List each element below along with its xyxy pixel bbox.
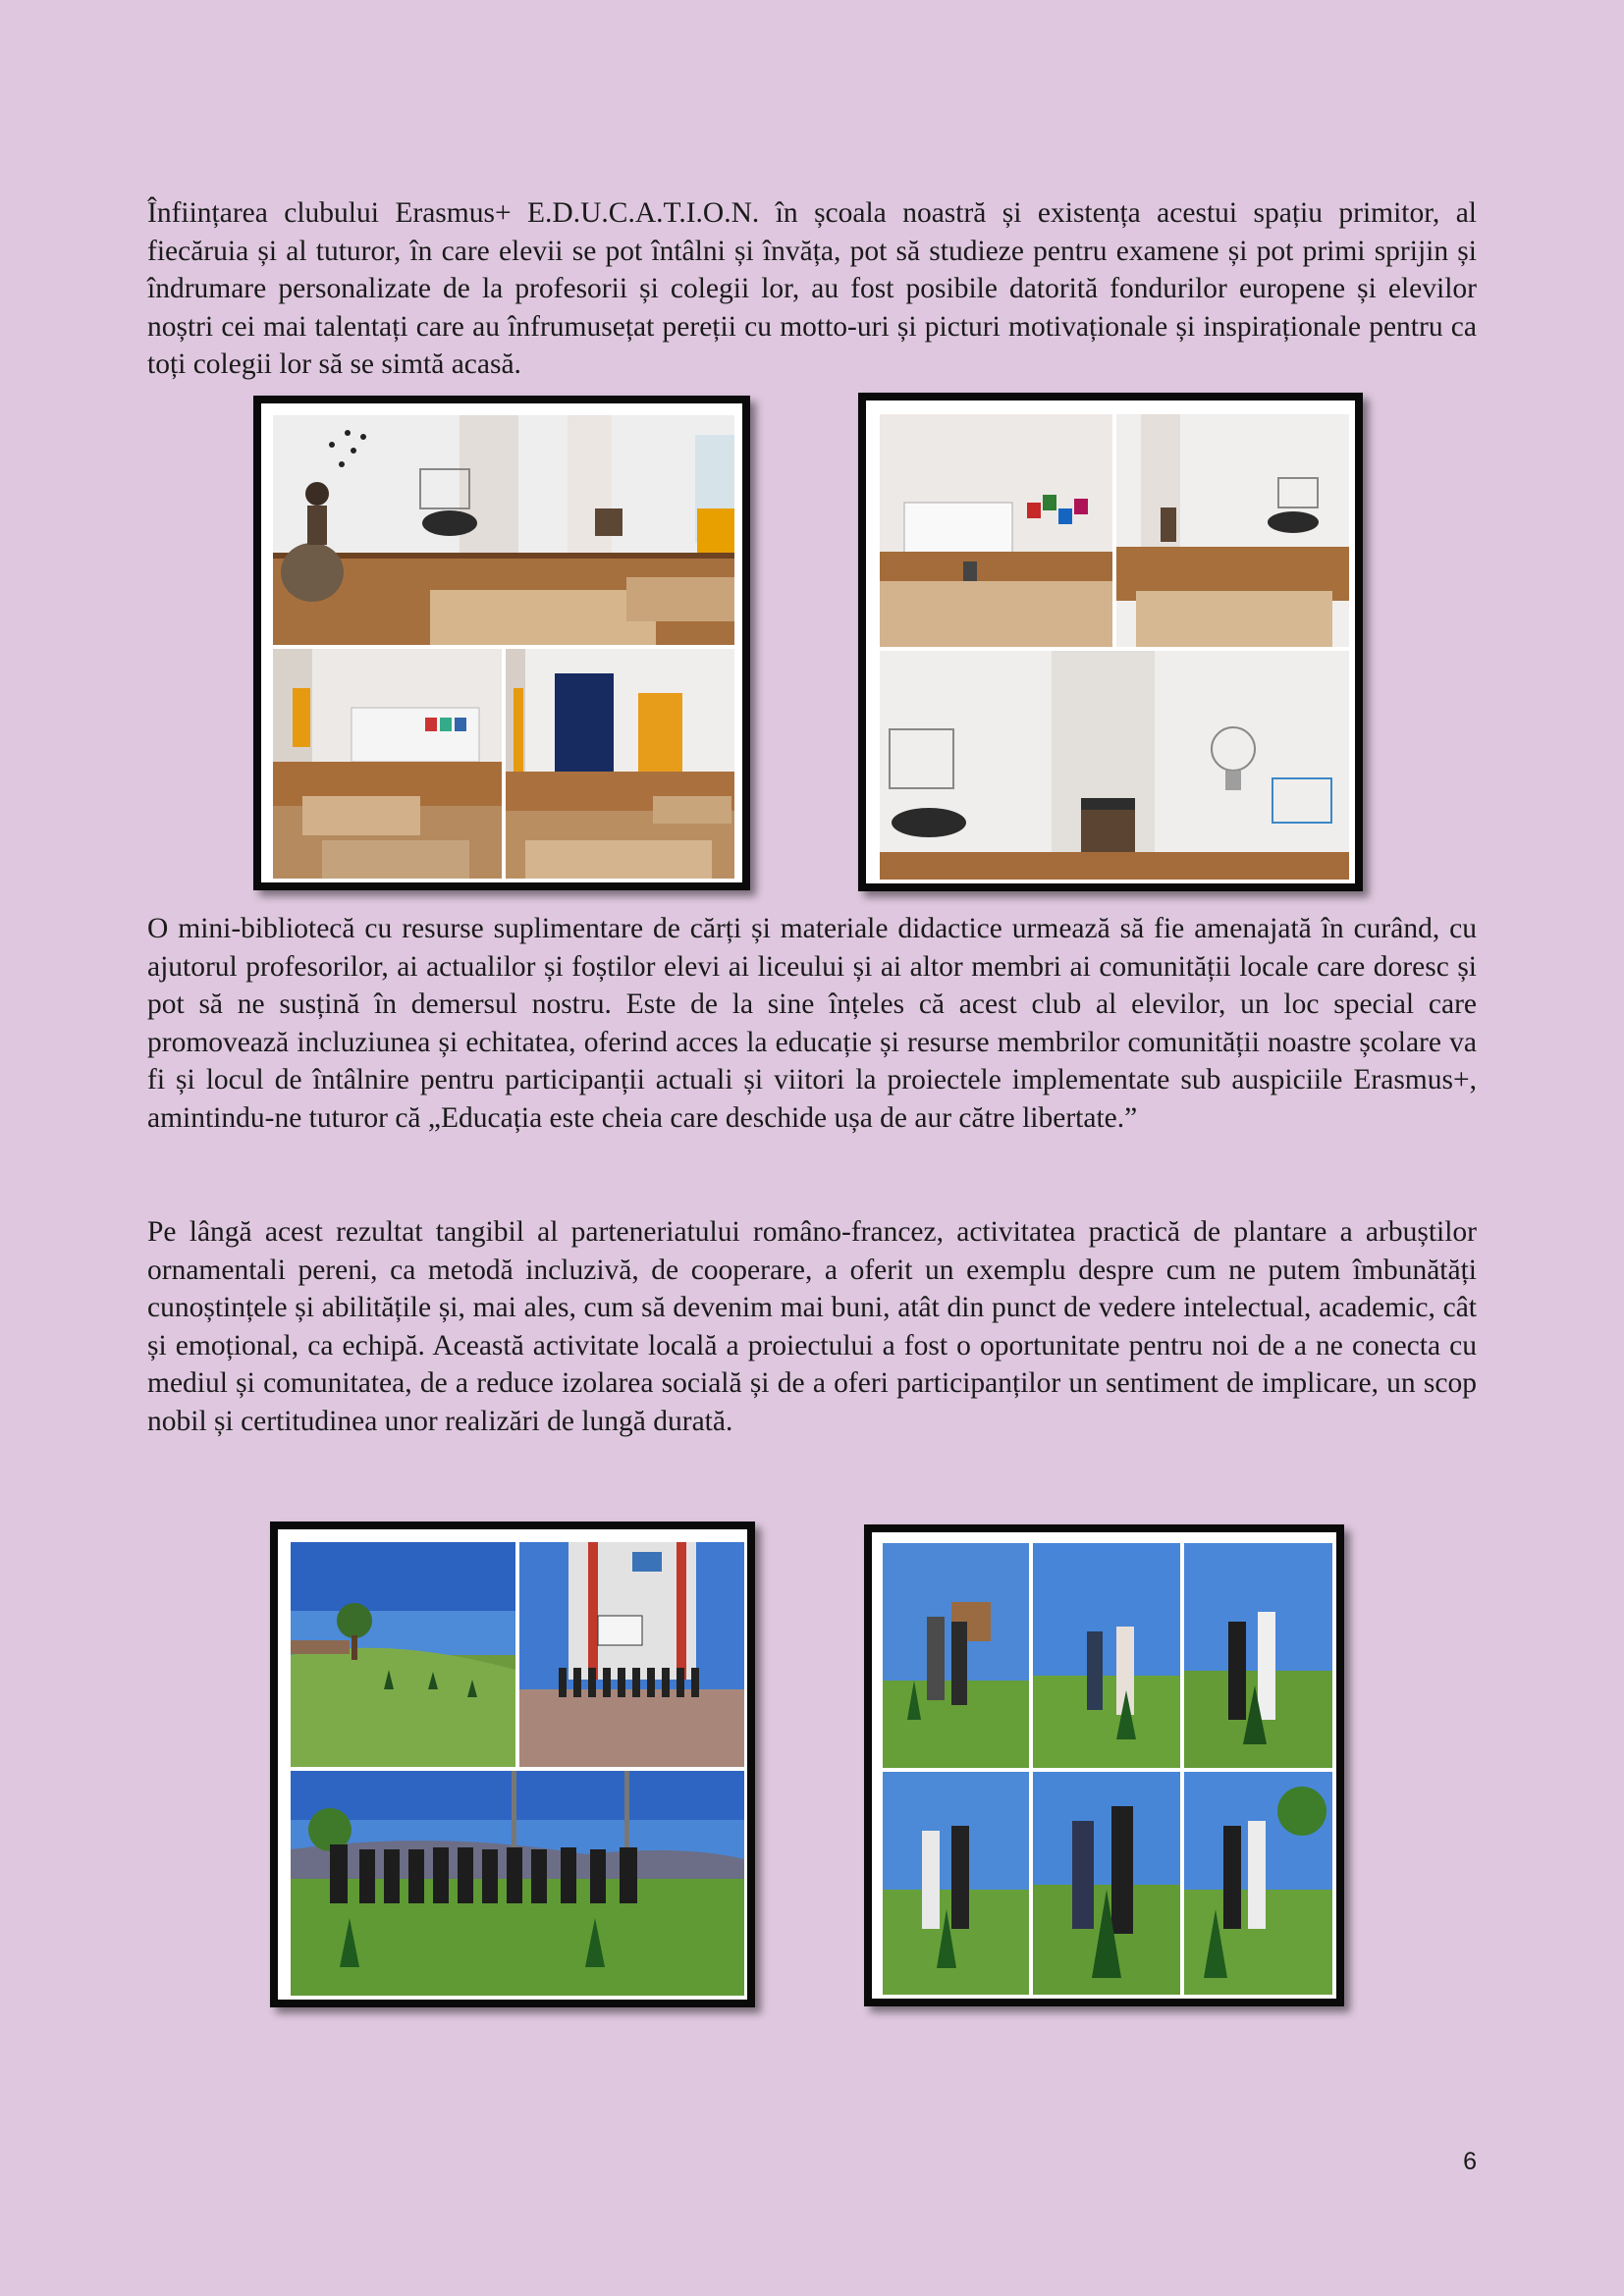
photo-group-planting xyxy=(291,1771,744,1996)
photo-club-room-tables xyxy=(506,649,734,879)
photo-planted-hill xyxy=(291,1542,515,1767)
photo-collage-planting-1 xyxy=(270,1522,755,2007)
paragraph-planting-activity: Pe lângă acest rezultat tangibil al parteneriatului româno-francez, activitatea practică de plantare a arbuștilor ornamentali pereni, ca metodă incluzivă, de cooperare, a oferit un exemplu despre cum ne putem îmbunătăți cunoștințele și abilitățile și, mai ales, cum să devenim mai buni, atât din punct de vedere intelectual, academic, cât și emoțional, ca echipă. Această activitate locală a proiectului a fost o oportunitate pentru noi de a ne conecta cu mediul și comunitatea, de a reduce izolarea socială și de a oferi participanților un sentiment de implicare, un scop nobil și certitudinea unor realizări de lungă durată. xyxy=(147,1216,1477,1437)
paragraph-mini-library: O mini-bibliotecă cu resurse suplimentare de cărți și materiale didactice urmează să fie amenajată în curând, cu ajutorul profesorilor, ai actualilor și foștilor elevi ai liceului și ai altor membri ai comunității locale care doresc și pot să ne susțină în demersul nostru. Este de la sine înțeles că acest club al elevilor, un loc special care promovează incluziunea și echitatea, oferind acces la educație și resurse membrilor comunității noastre școlare va fi și locul de întâlnire pentru participanții actuali și viitori la proiectele implementate sub auspiciile Erasmus+, amintindu-ne tuturor că „Educația este cheia care deschide ușa de aur către libertate.” xyxy=(147,913,1477,1134)
paragraph-club-intro: Înființarea clubului Erasmus+ E.D.U.C.A.T.I.O.N. în școala noastră și existența acestui spațiu primitor, al fiecăruia și al tuturor, în care elevii se pot întâlni și învăța, pot să studieze pentru examene și pot primi sprijin și îndrumare personalizate de la profesorii și colegii lor, au fost posibile datorită fondurilor europene și elevilor noștri cei mai talentați care au înfrumusețat pereții cu motto-uri și picturi motivaționale și inspiraționale pentru ca toți colegii lor să se simtă acasă. xyxy=(147,197,1477,380)
photo-club-room-corner xyxy=(1116,414,1349,647)
page-number: 6 xyxy=(1463,2148,1477,2175)
photo-students-planting-1 xyxy=(883,1543,1029,1768)
photo-collage-club-room-1 xyxy=(253,396,750,890)
photo-club-room-murals xyxy=(880,651,1349,880)
photo-students-planting-6 xyxy=(1184,1772,1332,1995)
photo-collage-planting-2 xyxy=(864,1524,1344,2006)
photo-students-planting-5 xyxy=(1033,1772,1180,1995)
photo-club-room-whiteboard xyxy=(880,414,1112,647)
photo-collage-club-room-2 xyxy=(858,393,1363,891)
photo-students-planting-2 xyxy=(1033,1543,1180,1768)
photo-students-planting-3 xyxy=(1184,1543,1332,1768)
photo-club-room-mural xyxy=(273,415,734,645)
photo-club-room-windows xyxy=(273,649,502,879)
photo-students-planting-4 xyxy=(883,1772,1029,1995)
photo-group-at-school xyxy=(519,1542,744,1767)
